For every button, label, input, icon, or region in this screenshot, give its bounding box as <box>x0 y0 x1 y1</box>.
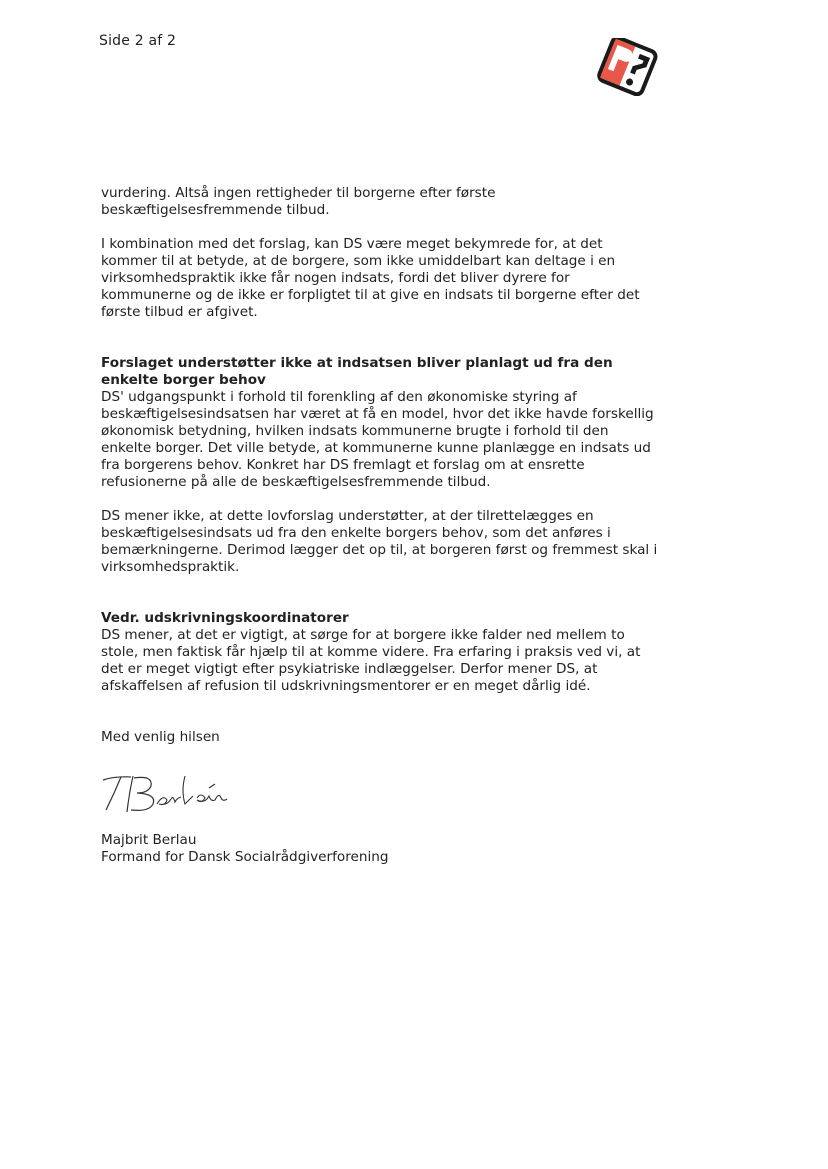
paragraph: DS mener, at det er vigtigt, at sørge for at borgere ikke falder ned mellem to stole, men faktisk får hjælp til at komme videre. Fra erfaring i praksis ved vi, at det er meget vigtigt efter psykiatriske indlæggelser. Derfor mener DS, at afskaffelsen af refusion til udskrivningsmentorer er en meget dårlig idé. <box>101 627 641 694</box>
ds-logo-icon <box>594 38 660 96</box>
paragraph: DS mener ikke, at dette lovforslag understøtter, at der tilrettelægges en beskæftigelsesindsats ud fra den enkelte borgers behov, som det anføres i bemærkningerne. Derimod lægger det op til, at borgeren først og fremmest skal i virksomhedspraktik. <box>101 508 658 575</box>
handwritten-signature-icon <box>101 766 241 818</box>
section-heading: Forslaget understøtter ikke at indsatsen bliver planlagt ud fra den enkelte borger behov <box>101 355 613 388</box>
signer-name: Majbrit Berlau <box>101 832 197 848</box>
letter-body <box>101 185 661 866</box>
paragraph: I kombination med det forslag, kan DS være meget bekymrede for, at det kommer til at betyde, at de borgere, som ikke umiddelbart kan deltage i en virksomhedspraktik ikke får nogen indsats, fordi det bliver dyrere for kommunerne og de ikke er forpligtet til at give en indsats til borgerne efter det første tilbud er afgivet. <box>101 236 640 320</box>
paragraph: vurdering. Altså ingen rettigheder til borgerne efter første beskæftigelsesfremmende tilbud. <box>101 185 496 218</box>
signer-title: Formand for Dansk Socialrådgiverforening <box>101 849 389 865</box>
paragraph: DS' udgangspunkt i forhold til forenkling af den økonomiske styring af beskæftigelsesindsatsen har været at få en model, hvor det ikke havde forskellig økonomisk betydning, hvilken indsats kommunerne brugte i forhold til den enkelte borger. Det ville betyde, at kommunerne kunne planlægge en indsats ud fra borgerens behov. Konkret har DS fremlagt et forslag om at ensrette refusionerne på alle de beskæftigelsesfremmende tilbud. <box>101 389 654 490</box>
section-heading: Vedr. udskrivningskoordinatorer <box>101 610 349 626</box>
closing-greeting: Med venlig hilsen <box>101 729 220 745</box>
page-number: Side 2 af 2 <box>99 33 177 49</box>
